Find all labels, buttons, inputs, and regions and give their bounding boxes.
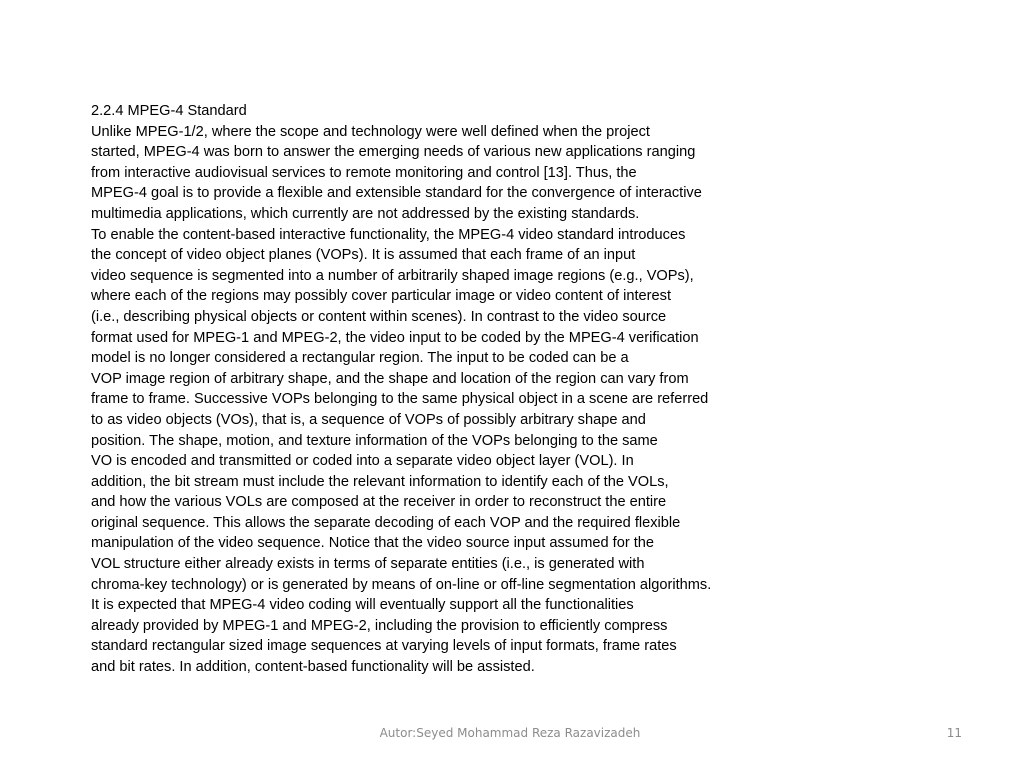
text-line: (i.e., describing physical objects or content within scenes). In contrast to the video source bbox=[91, 308, 667, 325]
text-line: chroma-key technology) or is generated by means of on-line or off-line segmentation algorithms. bbox=[91, 576, 712, 593]
text-line: and how the various VOLs are composed at the receiver in order to reconstruct the entire bbox=[91, 494, 667, 511]
page-number: 11 bbox=[946, 726, 962, 740]
text-line: addition, the bit stream must include the relevant information to identify each of the VOLs, bbox=[91, 473, 669, 490]
text-line: format used for MPEG-1 and MPEG-2, the video input to be coded by the MPEG-4 verification bbox=[91, 329, 699, 346]
footer-author: Autor:Seyed Mohammad Reza Razavizadeh bbox=[379, 726, 641, 740]
text-line: standard rectangular sized image sequences at varying levels of input formats, frame rates bbox=[91, 638, 677, 655]
text-line: To enable the content-based interactive functionality, the MPEG-4 video standard introduces bbox=[91, 226, 686, 243]
text-line: multimedia applications, which currently are not addressed by the existing standards. bbox=[91, 205, 640, 222]
text-line: MPEG-4 goal is to provide a flexible and extensible standard for the convergence of interactive bbox=[91, 185, 702, 202]
text-line: from interactive audiovisual services to remote monitoring and control [13]. Thus, the bbox=[91, 164, 637, 181]
text-line: model is no longer considered a rectangular region. The input to be coded can be a bbox=[91, 350, 629, 367]
text-line: where each of the regions may possibly cover particular image or video content of interest bbox=[91, 288, 671, 305]
text-line: started, MPEG-4 was born to answer the emerging needs of various new applications ranging bbox=[91, 144, 696, 161]
text-line: VOL structure either already exists in terms of separate entities (i.e., is generated with bbox=[91, 556, 645, 573]
text-line: the concept of video object planes (VOPs). It is assumed that each frame of an input bbox=[91, 247, 636, 264]
text-line: original sequence. This allows the separate decoding of each VOP and the required flexible bbox=[91, 514, 681, 531]
text-line: to as video objects (VOs), that is, a sequence of VOPs of possibly arbitrary shape and bbox=[91, 411, 646, 428]
text-line: and bit rates. In addition, content-based functionality will be assisted. bbox=[91, 659, 535, 676]
text-line: already provided by MPEG-1 and MPEG-2, including the provision to efficiently compress bbox=[91, 617, 668, 634]
text-line: position. The shape, motion, and texture information of the VOPs belonging to the same bbox=[91, 432, 658, 449]
text-line: VOP image region of arbitrary shape, and the shape and location of the region can vary from bbox=[91, 370, 689, 387]
section-heading: 2.2.4 MPEG-4 Standard bbox=[91, 103, 247, 119]
text-line: frame to frame. Successive VOPs belonging to the same physical object in a scene are referred bbox=[91, 391, 709, 408]
text-line: video sequence is segmented into a number of arbitrarily shaped image regions (e.g., VOPs), bbox=[91, 267, 694, 284]
slide-body-text bbox=[91, 101, 971, 678]
text-line: VO is encoded and transmitted or coded into a separate video object layer (VOL). In bbox=[91, 453, 634, 470]
text-line: It is expected that MPEG-4 video coding will eventually support all the functionalities bbox=[91, 597, 634, 614]
text-line: manipulation of the video sequence. Notice that the video source input assumed for the bbox=[91, 535, 655, 552]
text-line: Unlike MPEG-1/2, where the scope and technology were well defined when the project bbox=[91, 123, 650, 140]
